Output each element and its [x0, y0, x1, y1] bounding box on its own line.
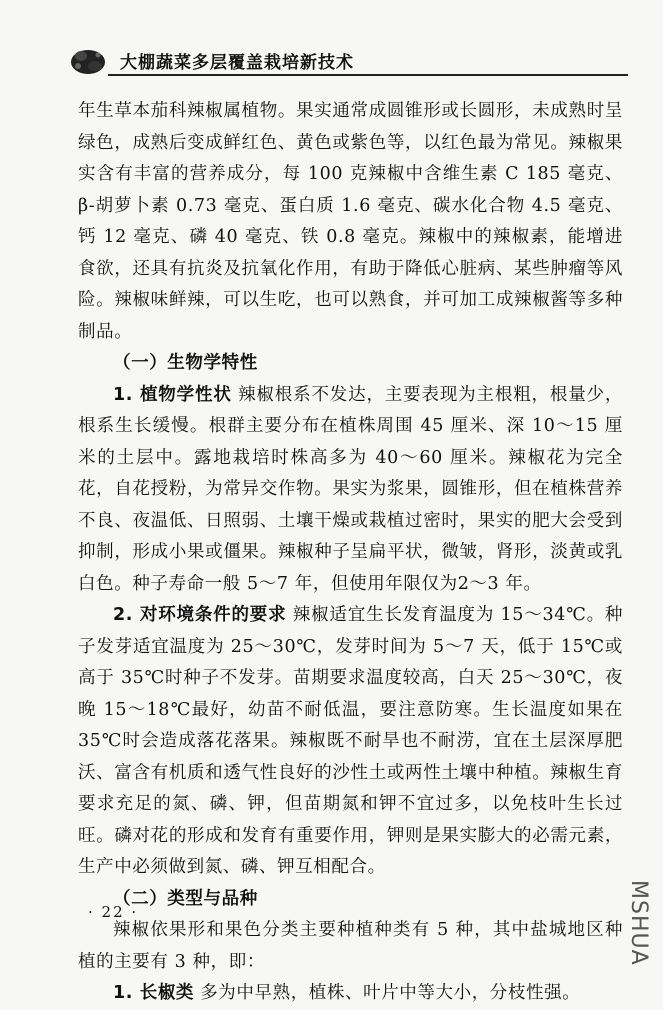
section-heading-biology: （一）生物学特性 — [113, 353, 258, 373]
header-title: 大棚蔬菜多层覆盖栽培新技术 — [120, 53, 354, 73]
subheading-botanical: 1. 植物学性状 — [113, 384, 232, 405]
watermark: MSHUA — [626, 880, 651, 966]
paragraph-intro: 年生草本茄科辣椒属植物。果实通常成圆锥形或长圆形，未成熟时呈绿色，成熟后变成鲜红色、黄色或紫色等，以红色最为常见。辣椒果实含有丰富的营养成分，每 100 克辣椒中含维生素 C 185 毫克、β-胡萝卜素 0.73 毫克、蛋白质 1.6 毫克、碳水化合物 4.5 毫克、钙 12 毫克、磷 40 毫克、铁 0.8 毫克。辣椒中的辣椒素，能增进食欲，还具有抗炎及抗氧化作用，有助于降低心脏病、某些肿瘤等风险。辣椒味鲜辣，可以生吃，也可以熟食，并可加工成辣椒酱等多种制品。 — [78, 101, 623, 342]
section-heading-types: （二）类型与品种 — [113, 888, 258, 909]
page-number: · 22 · — [88, 903, 139, 921]
text-environment: 辣椒适宜生长发育温度为 15～34℃。种子发芽适宜温度为 25～30℃，发芽时间为 5～7 天，低于 15℃或高于 35℃时种子不发芽。苗期要求温度较高，白天 25～30℃，夜晚 15～18℃最好，幼苗不耐低温，要注意防寒。生长温度如果在 35℃时会造成落花落果。辣椒既不耐旱也不耐涝，宜在土层深厚肥沃、富含有机质和透气性良好的沙性土或两性土壤中种植。辣椒生育要求充足的氮、磷、钾，但苗期氮和钾不宜过多，以免枝叶生长过旺。磷对花的形成和发育有重要作用，钾则是果实膨大的必需元素，生产中必须做到氮、磷、钾互相配合。 — [78, 605, 623, 877]
subheading-environment: 2. 对环境条件的要求 — [113, 605, 287, 625]
paragraph-types: 辣椒依果形和果色分类主要种植种类有 5 种，其中盐城地区种植的主要有 3 种，即： — [78, 920, 623, 972]
book-logo-icon — [68, 46, 114, 76]
page-body — [78, 96, 623, 1010]
paragraph-botanical — [78, 380, 623, 601]
paragraph-environment — [78, 600, 623, 884]
subheading-long-pepper: 1. 长椒类 — [113, 983, 195, 1003]
text-long-pepper: 多为中早熟，植株、叶片中等大小，分枝性强。 — [194, 983, 581, 1003]
header-rule — [108, 74, 628, 76]
text-botanical: 辣椒根系不发达，主要表现为主根粗，根量少，根系生长缓慢。根群主要分布在植株周围 45 厘米、深 10～15 厘米的土层中。露地栽培时株高多为 40～60 厘米。辣椒花为完全花，自花授粉，为常异交作物。果实为浆果，圆锥形，但在植株营养不良、夜温低、日照弱、土壤干燥或栽植过密时，果实的肥大会受到抑制，形成小果或僵果。辣椒种子呈扁平状，微皱，肾形，淡黄或乳白色。种子寿命一般 5～7 年，但使用年限仅为2～3 年。 — [78, 384, 624, 594]
running-header — [68, 44, 628, 80]
paragraph-long-pepper — [78, 978, 623, 1010]
